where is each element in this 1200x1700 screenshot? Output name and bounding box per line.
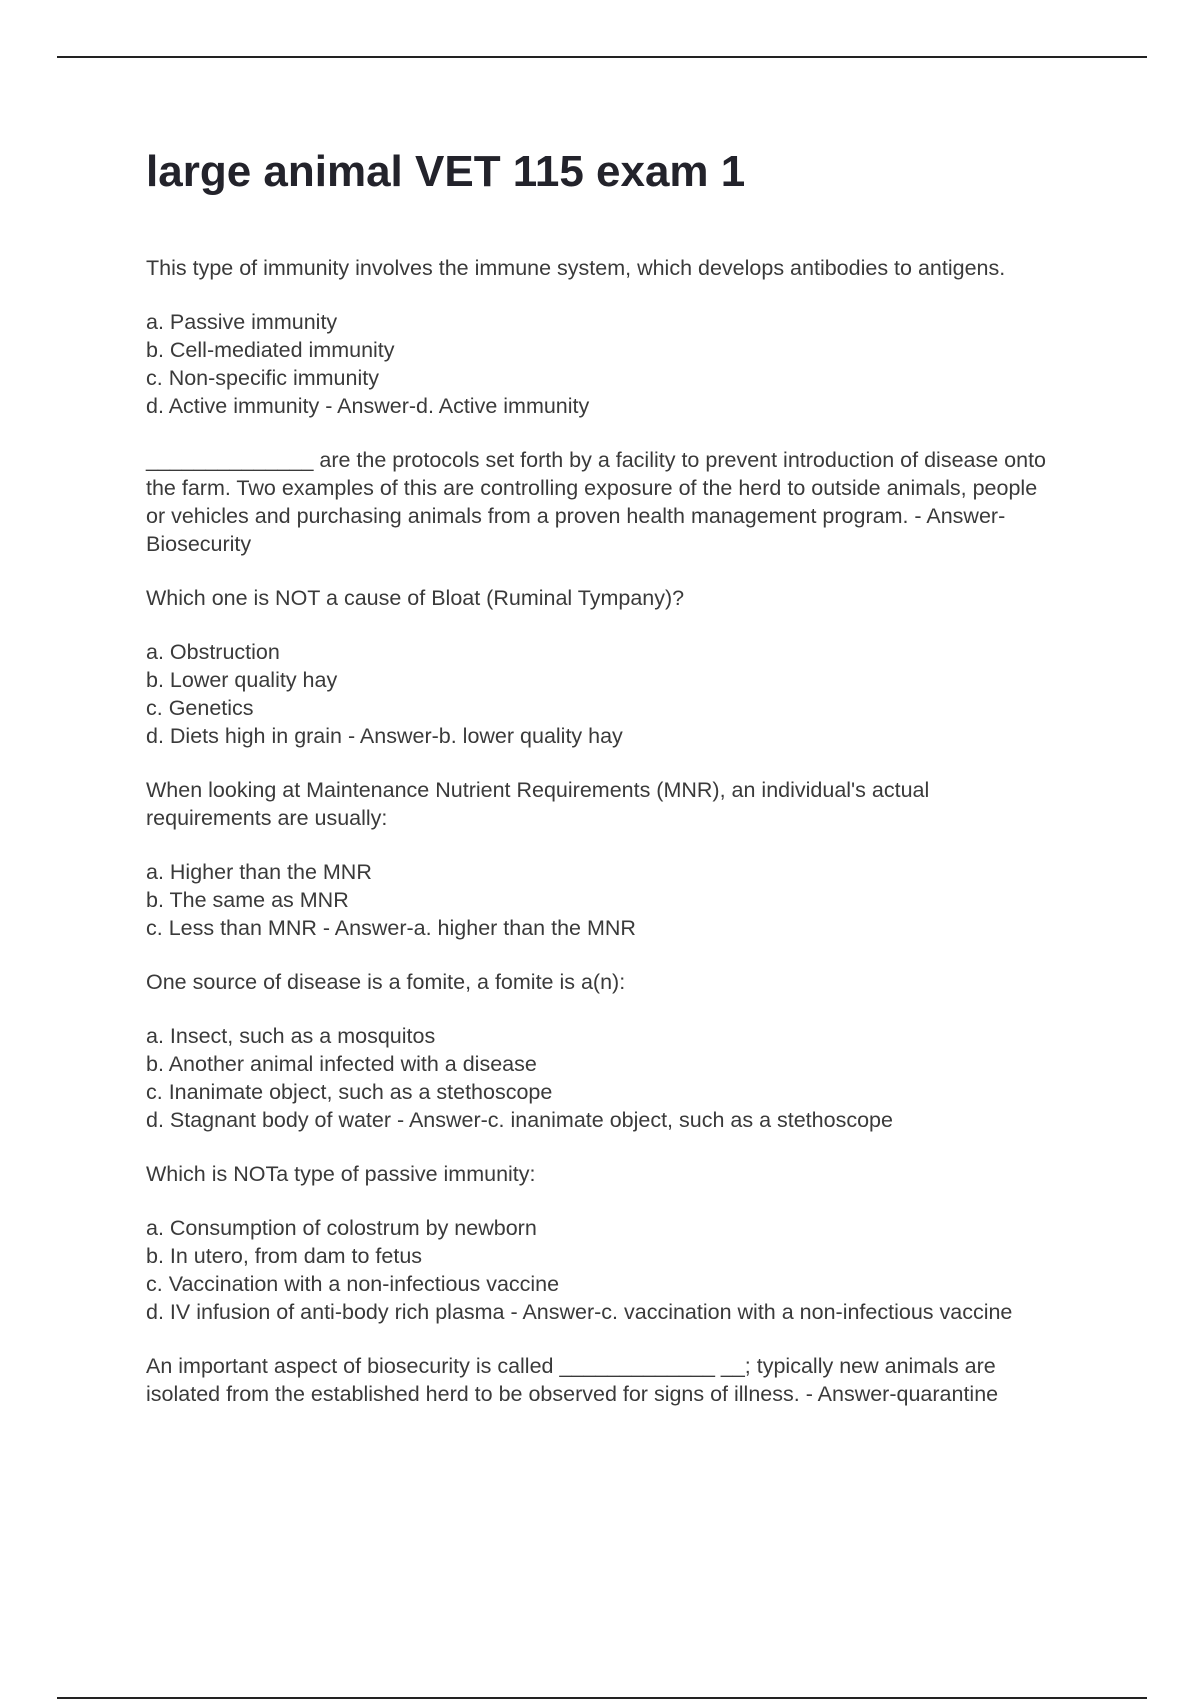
answer-option: d. Stagnant body of water - Answer-c. inanimate object, such as a stethoscope [146, 1108, 893, 1132]
answer-option: a. Obstruction [146, 640, 280, 664]
answer-option: a. Higher than the MNR [146, 860, 372, 884]
answer-option: d. IV infusion of anti-body rich plasma - Answer-c. vaccination with a non-infectious vaccine [146, 1300, 1013, 1324]
answer-options [146, 1022, 1046, 1134]
answer-option: c. Inanimate object, such as a stethoscope [146, 1080, 553, 1104]
question-text: ______________ are the protocols set forth by a facility to prevent introduction of disease onto the farm. Two examples of this are controlling exposure of the herd to outside animals, people or vehicles and purchasing animals from a proven health management program. - Answer-Biosecurity [146, 448, 1047, 556]
question-text: When looking at Maintenance Nutrient Requirements (MNR), an individual's actual requirements are usually: [146, 778, 930, 830]
answer-option: b. Lower quality hay [146, 668, 338, 692]
answer-options [146, 638, 1046, 750]
answer-options [146, 1214, 1046, 1326]
answer-option: b. Cell-mediated immunity [146, 338, 395, 362]
answer-options [146, 308, 1046, 420]
answer-option: b. The same as MNR [146, 888, 349, 912]
question-text: This type of immunity involves the immune system, which develops antibodies to antigens. [146, 256, 1006, 280]
answer-option: c. Non-specific immunity [146, 366, 379, 390]
bottom-rule [57, 1697, 1147, 1699]
question-text: Which one is NOT a cause of Bloat (Ruminal Tympany)? [146, 586, 685, 610]
question-text: Which is NOTa type of passive immunity: [146, 1162, 536, 1186]
answer-option: c. Vaccination with a non-infectious vaccine [146, 1272, 560, 1296]
top-rule [57, 56, 1147, 58]
question-text: An important aspect of biosecurity is called _____________ __; typically new animals are isolated from the established herd to be observed for signs of illness. - Answer-quarantine [146, 1354, 999, 1406]
answer-option: c. Less than MNR - Answer-a. higher than the MNR [146, 916, 636, 940]
answer-option: b. Another animal infected with a disease [146, 1052, 537, 1076]
document-body [146, 140, 1046, 1434]
answer-option: a. Insect, such as a mosquitos [146, 1024, 436, 1048]
answer-option: b. In utero, from dam to fetus [146, 1244, 423, 1268]
question-text: One source of disease is a fomite, a fomite is a(n): [146, 970, 626, 994]
answer-options [146, 858, 1046, 942]
answer-option: d. Diets high in grain - Answer-b. lower quality hay [146, 724, 623, 748]
answer-option: a. Passive immunity [146, 310, 338, 334]
document-title: large animal VET 115 exam 1 [146, 147, 746, 196]
answer-option: a. Consumption of colostrum by newborn [146, 1216, 537, 1240]
question-list [146, 254, 1046, 1408]
answer-option: c. Genetics [146, 696, 254, 720]
answer-option: d. Active immunity - Answer-d. Active immunity [146, 394, 590, 418]
